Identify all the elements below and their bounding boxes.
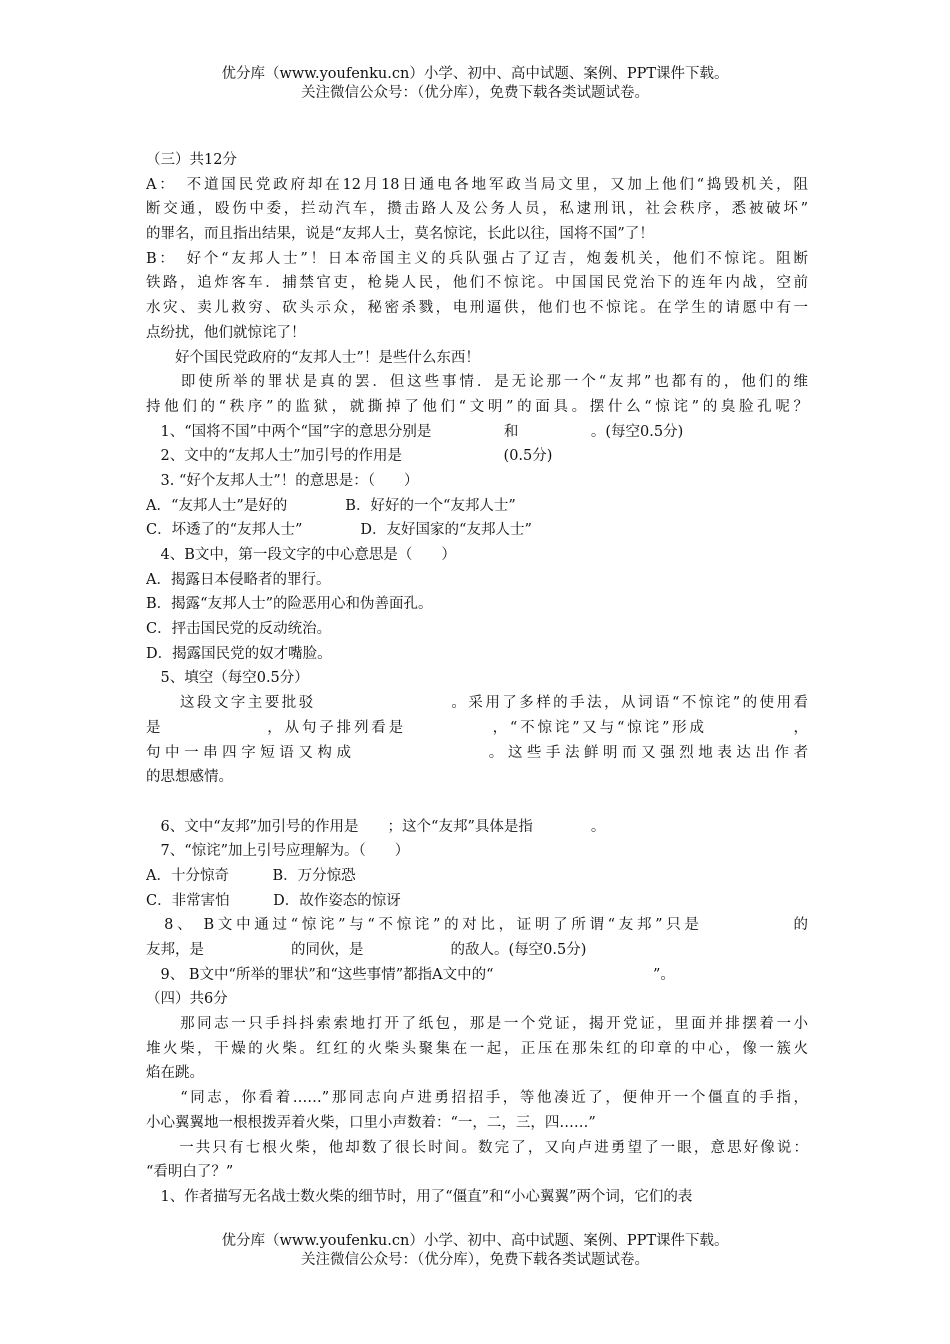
text-line: 小心翼翼地一根根拨弄着火柴，口里小声数着：“一，二，三，四……” [146, 1114, 596, 1131]
text-line: 友邦，是 的同伙，是 的敌人。(每空0.5分) [146, 942, 587, 958]
text-line: D．揭露国民党的奴才嘴脸。 [146, 645, 332, 662]
text-line: 铁路，追炸客车．捕禁官吏，枪毙人民，他们不惊诧。中国国民党治下的连年内战，空前 [146, 275, 808, 292]
text-line: 4、B文中，第一段文字的中心意思是（ ） [146, 547, 456, 563]
text-line: 1、“国将不国”中两个“国”字的意思分别是 和 。(每空0.5分) [146, 423, 684, 440]
document-body [146, 148, 808, 1210]
text-line: 持他们的“秩序”的监狱，就撕掉了他们“文明”的面具。摆什么“惊诧”的臭脸孔呢？ [146, 398, 808, 415]
text-line: “看明白了？” [146, 1164, 234, 1181]
text-line: 是 ，从句子排列看是 ，“不惊诧”又与“惊诧”形成 ， [146, 719, 808, 736]
page-footer [0, 1232, 950, 1270]
text-line: 这段文字主要批驳 。采用了多样的手法，从词语“不惊诧”的使用看 [146, 695, 808, 712]
footer-line-1: 优分库（www.youfenku.cn）小学、初中、高中试题、案例、PPT课件下载。 [221, 1233, 729, 1249]
header-line-1: 优分库（www.youfenku.cn）小学、初中、高中试题、案例、PPT课件下载。 [221, 66, 729, 82]
text-line: 5、填空（每空0.5分） [146, 670, 309, 687]
text-line: 那同志一只手抖抖索索地打开了纸包，那是一个党证，揭开党证，里面并排摆着一小 [146, 1016, 808, 1033]
text-line: 6、文中“友邦”加引号的作用是 ；这个“友邦”具体是指 。 [146, 818, 606, 835]
text-line: “同志，你看着……”那同志向卢进勇招招手，等他凑近了，便伸开一个僵直的手指， [146, 1090, 808, 1107]
text-line: 3. “好个友邦人士”！的意思是：（ ） [146, 472, 419, 489]
text-line: （四）共6分 [146, 991, 228, 1008]
page-header [0, 65, 950, 103]
text-line: 7、“惊诧”加上引号应理解为。（ ） [146, 843, 410, 860]
text-line: 堆火柴，干燥的火柴。红红的火柴头聚集在一起，正压在那朱红的印章的中心，像一簇火 [146, 1040, 808, 1057]
text-line: 的罪名，而且指出结果，说是“友邦人士，莫名惊诧，长此以往，国将不国”了！ [146, 226, 654, 243]
text-line: B： 好个“友邦人士”！日本帝国主义的兵队强占了辽吉，炮轰机关，他们不惊诧。阻断 [146, 250, 808, 267]
text-line: A．十分惊奇 B．万分惊恐 [146, 867, 356, 884]
text-line: C．非常害怕 D．故作姿态的惊讶 [146, 892, 401, 909]
text-line: 焰在跳。 [146, 1065, 204, 1082]
blank-line [146, 790, 808, 815]
text-line: C．抨击国民党的反动统治。 [146, 621, 332, 638]
text-line: A： 不道国民党政府却在12月18日通电各地军政当局文里，又加上他们“捣毁机关，阻 [146, 176, 808, 193]
text-line: A．揭露日本侵略者的罪行。 [146, 571, 331, 588]
text-line: 2、文中的“友邦人士”加引号的作用是 (0.5分) [146, 448, 553, 465]
text-line: 即使所举的罪状是真的罢．但这些事情．是无论那一个“友邦”也都有的，他们的维 [146, 374, 808, 391]
text-line: 一共只有七根火柴，他却数了很长时间。数完了，又向卢进勇望了一眼，意思好像说： [146, 1139, 808, 1156]
text-line: 点纷扰，他们就惊诧了！ [146, 324, 306, 341]
text-line: 好个国民党政府的“友邦人士”！是些什么东西！ [146, 349, 480, 366]
text-line: C．坏透了的“友邦人士” D．友好国家的“友邦人士” [146, 522, 532, 539]
text-line: 水灾、卖儿救穷、砍头示众，秘密杀戮，电刑逼供，他们也不惊诧。在学生的请愿中有一 [146, 300, 808, 317]
text-line: 9、 B文中“所举的罪状”和“这些事情”都指A文中的“ ”。 [146, 966, 675, 983]
text-line: 1、作者描写无名战士数火柴的细节时，用了“僵直”和“小心翼翼”两个词，它们的表 [146, 1188, 693, 1205]
text-line: （三）共12分 [146, 152, 237, 168]
footer-line-2: 关注微信公众号：（优分库），免费下载各类试题试卷。 [301, 1252, 649, 1268]
text-line: B．揭露“友邦人士”的险恶用心和伪善面孔。 [146, 596, 433, 613]
text-line: 的思想感情。 [146, 769, 233, 786]
header-line-2: 关注微信公众号：（优分库），免费下载各类试题试卷。 [301, 85, 649, 101]
text-line: 8、 B文中通过“惊诧”与“不惊诧”的对比，证明了所谓“友邦”只是 的 [146, 917, 808, 934]
text-line: 句中一串四字短语又构成 。这些手法鲜明而又强烈地表达出作者 [146, 744, 808, 761]
text-line: 断交通，殴伤中委，拦动汽车，攒击路人及公务人员，私逮刑讯，社会秩序，悉被破坏” [146, 201, 808, 218]
text-line: A．“友邦人士”是好的 B．好好的一个“友邦人士” [146, 497, 516, 514]
